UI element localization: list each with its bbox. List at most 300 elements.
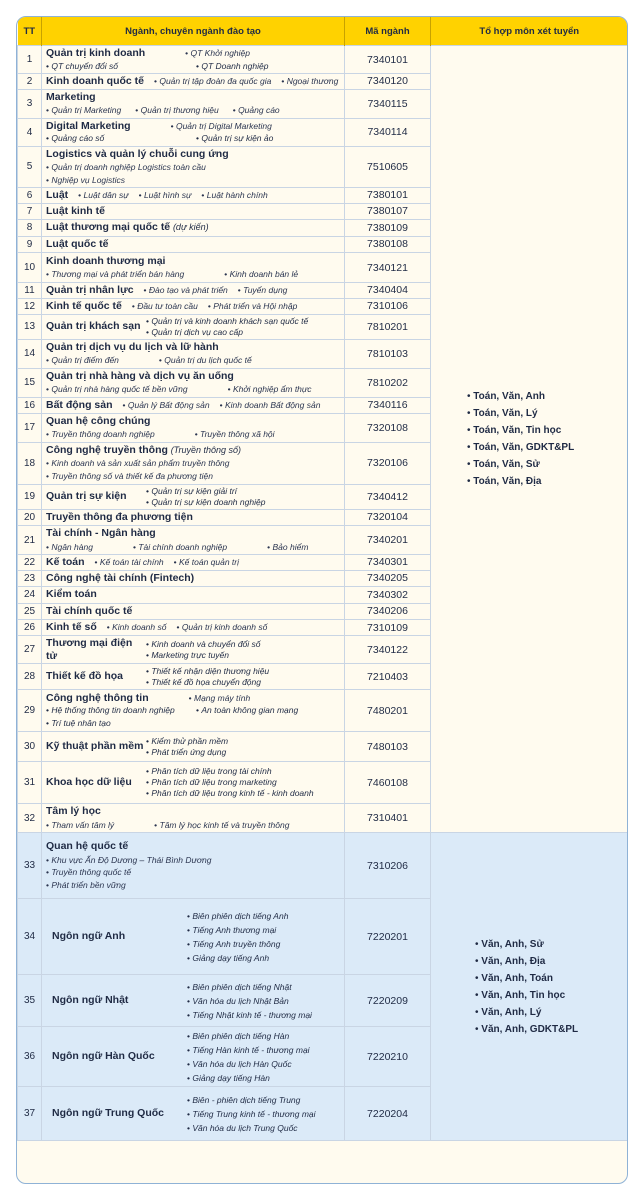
specialization-item: • Kinh doanh và sản xuất sản phẩm truyền thông <box>46 458 230 468</box>
table-row <box>18 46 628 74</box>
major-name: Bất động sản <box>46 398 113 411</box>
major-content <box>42 620 344 635</box>
specialization-item: • Quản trị doanh nghiệp Logistics toàn cầu <box>46 162 206 172</box>
specialization-item: • Quản trị điểm đến <box>46 354 119 367</box>
major-note: (Truyền thông số) <box>170 444 242 455</box>
specialization-item: • Mạng máy tính <box>189 692 251 705</box>
major-cell <box>42 636 345 664</box>
major-two-column <box>46 766 340 799</box>
major-code: 7340301 <box>345 555 431 571</box>
major-content <box>42 979 344 1023</box>
major-code: 7310106 <box>345 298 431 314</box>
major-content <box>42 665 344 689</box>
major-name: Kinh tế số <box>46 621 97 634</box>
major-code: 7340115 <box>345 89 431 118</box>
major-two-column <box>46 666 340 688</box>
major-code: 7340404 <box>345 283 431 299</box>
language-major <box>46 1093 340 1135</box>
major-inline <box>46 399 340 412</box>
major-name: Kỹ thuật phần mềm <box>46 740 144 753</box>
major-content <box>42 204 344 220</box>
major-content <box>42 90 344 118</box>
specialization-line <box>187 1071 310 1085</box>
specialization-col <box>187 1093 316 1135</box>
table-body <box>18 46 628 1141</box>
major-code: 7810103 <box>345 339 431 368</box>
specialization-item: • Quản lý Bất động sản <box>123 399 210 412</box>
major-code: 7310401 <box>345 804 431 833</box>
specialization-item: • Quản trị và kinh doanh khách sạn quốc tế <box>146 316 308 326</box>
major-code: 7340205 <box>345 570 431 587</box>
specialization-item: • Phát triển bền vững <box>46 880 126 890</box>
major-name: Kinh doanh quốc tế <box>46 75 144 87</box>
major-cell <box>42 368 345 397</box>
major-content <box>42 636 344 663</box>
major-code: 7340116 <box>345 397 431 413</box>
major-name: Tài chính - Ngân hàng <box>46 527 156 539</box>
major-name: Digital Marketing <box>46 119 131 132</box>
specialization-item: • Kinh doanh và chuyển đổi số <box>146 639 261 649</box>
specialization-line <box>187 937 288 951</box>
specialization-item: • Truyền thông số và thiết kế đa phương tiện <box>46 471 213 481</box>
specialization-line <box>46 174 340 187</box>
major-content <box>42 74 344 89</box>
specialization-item: • Quản trị du lịch quốc tế <box>159 354 252 367</box>
specialization-item: • Biên phiên dịch tiếng Anh <box>187 911 288 921</box>
major-cell <box>42 236 345 253</box>
row-number: 28 <box>18 664 42 690</box>
row-number: 23 <box>18 570 42 587</box>
row-number: 15 <box>18 368 42 397</box>
major-cell <box>42 339 345 368</box>
specialization-line <box>146 677 269 688</box>
specialization-col <box>146 766 314 799</box>
major-content <box>42 510 344 526</box>
specialization-item: • Kinh doanh bán lẻ <box>224 268 298 281</box>
subject-combination-item: • Toán, Văn, Lý <box>467 405 627 422</box>
specialization-item: • Phát triển và Hội nhập <box>208 300 297 313</box>
major-inline <box>46 284 340 297</box>
specialization-item: • Giảng dạy tiếng Anh <box>187 953 269 963</box>
specialization-item: • Khởi nghiệp ẩm thực <box>228 383 312 396</box>
major-code: 7310109 <box>345 620 431 636</box>
major-note: (dự kiến) <box>172 222 209 232</box>
specialization-item: • Trí tuệ nhân tạo <box>46 717 190 730</box>
major-code: 7320106 <box>345 442 431 484</box>
specialization-line <box>46 866 340 879</box>
major-content <box>42 735 344 759</box>
major-name-col <box>46 320 146 333</box>
row-number: 5 <box>18 146 42 188</box>
major-cell <box>42 298 345 314</box>
major-code: 7340206 <box>345 603 431 620</box>
major-content <box>42 555 344 570</box>
specialization-item: • Biên phiên dịch tiếng Hàn <box>187 1031 289 1041</box>
row-number: 35 <box>18 975 42 1027</box>
major-code: 7210403 <box>345 664 431 690</box>
major-cell <box>42 1027 345 1087</box>
subject-combination-item: • Toán, Văn, GDKT&PL <box>467 439 627 456</box>
specialization-item: • Quản trị Marketing <box>46 104 121 117</box>
major-code: 7220201 <box>345 899 431 975</box>
major-content <box>42 220 344 236</box>
major-name: Quản trị sự kiện <box>46 490 127 503</box>
major-two-column <box>46 486 340 508</box>
major-content <box>42 46 344 73</box>
major-content <box>42 604 344 620</box>
major-cell <box>42 509 345 526</box>
row-number: 14 <box>18 339 42 368</box>
major-code: 7340114 <box>345 118 431 146</box>
specialization-item: • Đầu tư toàn cầu <box>132 300 198 313</box>
major-name-col <box>46 994 187 1007</box>
specialization-col <box>187 980 312 1022</box>
specialization-item: • Văn hóa du lịch Hàn Quốc <box>187 1059 292 1069</box>
major-cell <box>42 203 345 220</box>
specialization-item: • Tâm lý học kinh tế và truyền thông <box>154 819 289 832</box>
major-content <box>42 147 344 188</box>
major-name: Ngôn ngữ Nhật <box>52 994 129 1007</box>
specialization-line <box>187 1107 316 1121</box>
major-content <box>42 571 344 587</box>
major-content <box>42 369 344 397</box>
row-number: 32 <box>18 804 42 833</box>
major-code: 7220210 <box>345 1027 431 1087</box>
major-code: 7320108 <box>345 413 431 442</box>
specialization-line <box>46 819 340 832</box>
major-name: Luật thương mại quốc tế <box>46 221 171 233</box>
major-code: 7510605 <box>345 146 431 188</box>
major-content <box>42 254 344 282</box>
major-code: 7340122 <box>345 636 431 664</box>
major-name: Công nghệ tài chính (Fintech) <box>46 571 195 584</box>
major-name: Quan hệ công chúng <box>46 414 151 427</box>
major-cell <box>42 253 345 283</box>
major-cell <box>42 188 345 204</box>
specialization-line <box>146 486 265 497</box>
specialization-item: • Hệ thống thông tin doanh nghiệp <box>46 704 190 717</box>
subject-combination-item: • Văn, Anh, Lý <box>475 1004 627 1021</box>
row-number: 3 <box>18 89 42 118</box>
major-cell <box>42 314 345 339</box>
specialization-line <box>146 736 228 747</box>
admission-table-frame <box>16 16 628 1184</box>
row-number: 34 <box>18 899 42 975</box>
row-number: 24 <box>18 587 42 604</box>
row-number: 26 <box>18 620 42 636</box>
major-name: Công nghệ thông tin <box>46 691 149 704</box>
major-content <box>42 526 344 554</box>
specialization-item: • An toàn không gian mạng <box>196 704 340 717</box>
row-number: 17 <box>18 413 42 442</box>
specialization-item: • Phân tích dữ liệu trong kinh tế - kinh doanh <box>146 788 314 798</box>
major-cell <box>42 46 345 74</box>
row-number: 19 <box>18 484 42 509</box>
row-number: 31 <box>18 762 42 804</box>
subject-combination-list <box>431 936 627 1038</box>
major-inline <box>46 75 340 88</box>
header-major: Ngành, chuyên ngành đào tạo <box>42 17 345 46</box>
specialization-item: • Quản trị tập đoàn đa quốc gia <box>154 75 271 88</box>
subject-combination-item: • Văn, Anh, Địa <box>475 953 627 970</box>
specialization-line <box>187 1043 310 1057</box>
specialization-item: • Giảng dạy tiếng Hàn <box>187 1073 270 1083</box>
specialization-item: • Thiết kế nhận diện thương hiệu <box>146 666 269 676</box>
major-code: 7380109 <box>345 220 431 237</box>
row-number: 2 <box>18 74 42 90</box>
header-tt: TT <box>18 17 42 46</box>
major-content <box>42 315 344 339</box>
specialization-item: • Biên phiên dịch tiếng Nhật <box>187 982 292 992</box>
specialization-item: • Tiếng Hàn kinh tế - thương mại <box>187 1045 310 1055</box>
specialization-line <box>146 327 308 338</box>
major-cell <box>42 442 345 484</box>
specialization-line <box>146 650 261 661</box>
major-two-column <box>46 316 340 338</box>
major-cell <box>42 555 345 571</box>
subject-combination-item: • Toán, Văn, Tin học <box>467 422 627 439</box>
specialization-item: • Kế toán quản trị <box>174 556 239 569</box>
header-code: Mã ngành <box>345 17 431 46</box>
specialization-item: • Ngân hàng <box>46 541 93 554</box>
specialization-item: • Phát triển ứng dụng <box>146 747 226 757</box>
major-cell <box>42 732 345 762</box>
major-name: Kiểm toán <box>46 588 97 600</box>
specialization-item: • Nghiệp vụ Logistics <box>46 175 125 185</box>
specialization-item: • Ngoại thương <box>281 75 338 88</box>
major-code: 7340412 <box>345 484 431 509</box>
subject-combination-item: • Văn, Anh, Sử <box>475 936 627 953</box>
specialization-item: • Thiết kế đồ họa chuyển động <box>146 677 261 687</box>
specialization-item: • Quảng cáo <box>233 104 280 117</box>
major-content <box>42 283 344 298</box>
specialization-item: • Kinh doanh số <box>107 621 167 634</box>
specialization-col <box>187 909 288 965</box>
language-major <box>46 1029 340 1085</box>
row-number: 36 <box>18 1027 42 1087</box>
specialization-line <box>187 923 288 937</box>
major-cell <box>42 833 345 899</box>
specialization-item: • Truyền thông quốc tế <box>46 867 131 877</box>
row-number: 16 <box>18 397 42 413</box>
major-content <box>42 188 344 203</box>
specialization-item: • QT chuyển đổi số <box>46 60 190 73</box>
major-content <box>42 804 344 832</box>
specialization-item: • Quản trị nhà hàng quốc tế bền vững <box>46 383 188 396</box>
specialization-line <box>146 666 269 677</box>
language-major <box>46 909 340 965</box>
major-inline <box>46 556 340 569</box>
specialization-item: • Tài chính doanh nghiệp <box>133 541 227 554</box>
major-code: 7340302 <box>345 587 431 604</box>
specialization-item: • Văn hóa du lịch Trung Quốc <box>187 1123 298 1133</box>
major-name: Marketing <box>46 90 96 103</box>
specialization-item: • Kế toán tài chính <box>95 556 164 569</box>
major-code: 7340201 <box>345 526 431 555</box>
specialization-line <box>46 541 340 554</box>
row-number: 30 <box>18 732 42 762</box>
row-number: 4 <box>18 118 42 146</box>
specialization-item: • Biên - phiên dịch tiếng Trung <box>187 1095 300 1105</box>
major-name: Kinh doanh thương mại <box>46 254 166 267</box>
major-name-col <box>46 930 187 943</box>
subject-combination-item: • Văn, Anh, Toán <box>475 970 627 987</box>
specialization-line <box>146 788 314 799</box>
specialization-col <box>146 736 228 758</box>
major-name: Quan hệ quốc tế <box>46 840 129 852</box>
specialization-line <box>46 354 340 367</box>
major-code: 7340120 <box>345 74 431 90</box>
major-name: Công nghệ truyền thông <box>46 443 168 456</box>
specialization-line <box>187 1121 316 1135</box>
specialization-line <box>46 470 340 483</box>
major-cell <box>42 664 345 690</box>
major-code: 7380101 <box>345 188 431 204</box>
major-two-column <box>46 637 340 662</box>
major-name: Luật <box>46 189 69 201</box>
major-content <box>42 443 344 484</box>
specialization-item: • Thương mại và phát triển bán hàng <box>46 268 184 281</box>
major-name: Truyền thông đa phương tiện <box>46 510 193 523</box>
language-major <box>46 980 340 1022</box>
row-number: 1 <box>18 46 42 74</box>
specialization-item: • QT Khởi nghiệp <box>185 47 250 60</box>
specialization-item: • Khu vực Ấn Độ Dương – Thái Bình Dương <box>46 855 212 865</box>
major-code: 7320104 <box>345 509 431 526</box>
major-code: 7480103 <box>345 732 431 762</box>
specialization-item: • Văn hóa du lịch Nhật Bản <box>187 996 289 1006</box>
specialization-grid <box>46 60 340 73</box>
major-name: Luật quốc tế <box>46 237 109 250</box>
major-name: Thương mại điện tử <box>46 637 133 662</box>
specialization-line <box>46 161 340 174</box>
major-content <box>42 485 344 509</box>
specialization-line <box>146 639 261 650</box>
specialization-item: • Tiếng Anh thương mại <box>187 925 276 935</box>
specialization-item: • Quản trị sự kiện doanh nghiệp <box>146 497 265 507</box>
specialization-line <box>187 980 312 994</box>
specialization-line <box>146 497 265 508</box>
specialization-col <box>146 486 265 508</box>
major-cell <box>42 1087 345 1141</box>
major-name-col <box>46 1107 187 1120</box>
major-name: Ngôn ngữ Trung Quốc <box>52 1107 165 1120</box>
major-cell <box>42 899 345 975</box>
major-inline <box>46 621 340 634</box>
specialization-item: • Quản trị sự kiện giải trí <box>146 486 237 496</box>
row-number: 13 <box>18 314 42 339</box>
major-code: 7480201 <box>345 690 431 732</box>
subject-combination-item: • Toán, Văn, Anh <box>467 388 627 405</box>
major-content <box>42 340 344 368</box>
specialization-col <box>146 666 269 688</box>
major-name-col <box>46 740 146 753</box>
subject-combination-item: • Toán, Văn, Địa <box>467 473 627 490</box>
header-combo: Tổ hợp môn xét tuyển <box>431 17 628 46</box>
specialization-item: • Tiếng Trung kinh tế - thương mại <box>187 1109 316 1119</box>
specialization-line <box>146 747 228 758</box>
specialization-item: • Tuyển dụng <box>238 284 288 297</box>
major-cell <box>42 603 345 620</box>
subject-combination-item: • Văn, Anh, Tin học <box>475 987 627 1004</box>
row-number: 10 <box>18 253 42 283</box>
major-title-line <box>46 47 340 60</box>
specialization-item: • Quản trị kinh doanh số <box>176 621 267 634</box>
major-name: Quản trị nhân lực <box>46 284 134 296</box>
major-inline <box>46 300 340 313</box>
major-code: 7220204 <box>345 1087 431 1141</box>
subject-combination-item: • Văn, Anh, GDKT&PL <box>475 1021 627 1038</box>
major-content <box>42 839 344 892</box>
major-code: 7340121 <box>345 253 431 283</box>
major-name: Luật kinh tế <box>46 204 105 217</box>
specialization-col <box>146 316 308 338</box>
major-cell <box>42 762 345 804</box>
major-two-column <box>46 736 340 758</box>
specialization-item: • Đào tạo và phát triển <box>144 284 228 297</box>
major-name: Kinh tế quốc tế <box>46 299 122 312</box>
specialization-item: • Truyền thông doanh nghiệp <box>46 428 155 441</box>
specialization-item: • Kiểm thử phần mềm <box>146 736 228 746</box>
row-number: 27 <box>18 636 42 664</box>
specialization-line <box>46 457 340 470</box>
specialization-item: • Quản trị dịch vụ cao cấp <box>146 327 243 337</box>
major-content <box>42 398 344 413</box>
major-name-col <box>46 776 146 789</box>
major-content <box>42 691 344 731</box>
major-name-col <box>46 670 146 683</box>
row-number: 11 <box>18 283 42 299</box>
major-cell <box>42 283 345 299</box>
major-code: 7310206 <box>345 833 431 899</box>
row-number: 22 <box>18 555 42 571</box>
major-cell <box>42 89 345 118</box>
specialization-grid <box>46 704 340 729</box>
major-name-col <box>46 637 146 662</box>
row-number: 9 <box>18 236 42 253</box>
specialization-item: • Luật hình sự <box>139 189 192 202</box>
specialization-item: • Kinh doanh Bất động sản <box>220 399 321 412</box>
major-code: 7810201 <box>345 314 431 339</box>
major-code: 7380107 <box>345 203 431 220</box>
major-cell <box>42 975 345 1027</box>
major-content <box>42 237 344 253</box>
major-content <box>42 765 344 800</box>
major-name: Kế toán <box>46 556 85 568</box>
specialization-line <box>146 766 314 777</box>
specialization-item: • Phân tích dữ liệu trong tài chính <box>146 766 272 776</box>
major-cell <box>42 413 345 442</box>
specialization-item: • Tham vấn tâm lý <box>46 819 114 832</box>
major-cell <box>42 804 345 833</box>
specialization-line <box>187 909 288 923</box>
specialization-item: • Quản trị thương hiệu <box>135 104 218 117</box>
major-code: 7460108 <box>345 762 431 804</box>
specialization-line <box>46 879 340 892</box>
subject-combination-list <box>431 388 627 490</box>
major-cell <box>42 690 345 732</box>
specialization-col <box>146 639 261 661</box>
specialization-item: • Phân tích dữ liệu trong marketing <box>146 777 277 787</box>
specialization-line <box>46 854 340 867</box>
major-cell <box>42 587 345 604</box>
specialization-item: • Truyền thông xã hội <box>195 428 275 441</box>
major-name: Thiết kế đồ họa <box>46 670 124 683</box>
row-number: 29 <box>18 690 42 732</box>
specialization-line <box>187 1093 316 1107</box>
subject-combination-item: • Toán, Văn, Sử <box>467 456 627 473</box>
major-name: Ngôn ngữ Anh <box>52 930 126 943</box>
